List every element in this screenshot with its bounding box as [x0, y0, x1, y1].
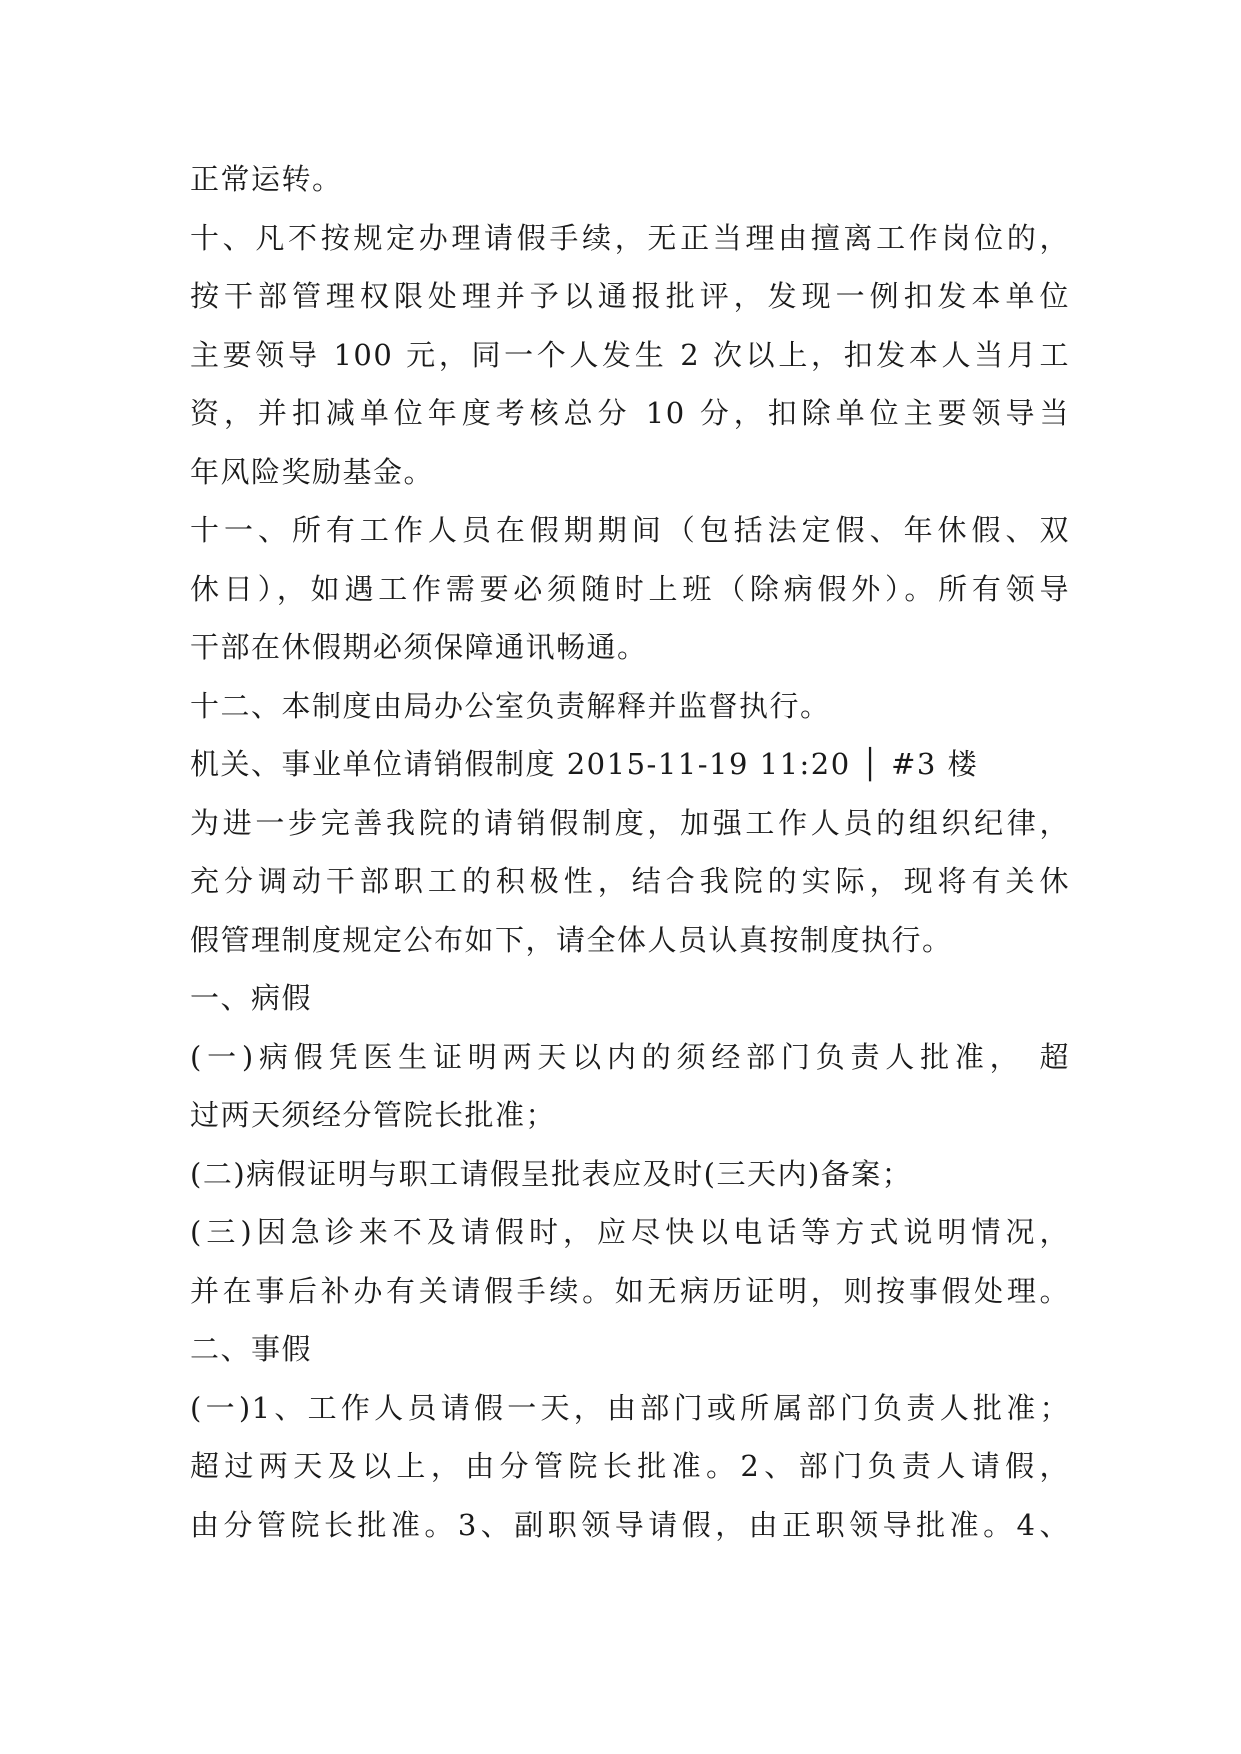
text-line: (一)1、工作人员请假一天，由部门或所属部门负责人批准；	[190, 1390, 1070, 1425]
document-body	[190, 150, 1070, 1554]
text-line: (一)病假凭医生证明两天以内的须经部门负责人批准， 超	[190, 1039, 1070, 1074]
text-line: 按干部管理权限处理并予以通报批评，发现一例扣发本单位	[190, 279, 1070, 313]
text-line: (三)因急诊来不及请假时，应尽快以电话等方式说明情况，	[190, 1215, 1070, 1249]
text-line: 十一、所有工作人员在假期期间（包括法定假、年休假、双	[190, 513, 1070, 547]
text-line: 一、病假	[190, 981, 313, 1015]
text-line: 十、凡不按规定办理请假手续，无正当理由擅离工作岗位的，	[190, 220, 1070, 255]
text-line: 超过两天及以上，由分管院长批准。2、部门负责人请假，	[190, 1449, 1070, 1483]
text-line: 充分调动干部职工的积极性，结合我院的实际，现将有关休	[190, 864, 1070, 898]
text-line: 并在事后补办有关请假手续。如无病历证明，则按事假处理。	[190, 1273, 1070, 1308]
text-line: 过两天须经分管院长批准；	[190, 1098, 557, 1132]
text-line: 十二、本制度由局办公室负责解释并监督执行。	[190, 688, 831, 723]
text-line: (二)病假证明与职工请假呈批表应及时(三天内)备案；	[190, 1156, 913, 1191]
text-line: 假管理制度规定公布如下，请全体人员认真按制度执行。	[190, 922, 953, 957]
text-line: 由分管院长批准。3、副职领导请假，由正职领导批准。4、	[190, 1507, 1070, 1542]
text-line: 主要领导 100 元，同一个人发生 2 次以上，扣发本人当月工	[190, 337, 1070, 372]
text-line: 为进一步完善我院的请销假制度，加强工作人员的组织纪律，	[190, 805, 1070, 840]
text-line: 二、事假	[190, 1332, 313, 1366]
text-line: 资，并扣减单位年度考核总分 10 分，扣除单位主要领导当	[190, 396, 1070, 430]
text-line: 机关、事业单位请销假制度 2015-11-19 11:20 │ #3 楼	[190, 747, 979, 781]
text-line: 干部在休假期必须保障通讯畅通。	[190, 630, 648, 664]
text-line: 休日），如遇工作需要必须随时上班（除病假外）。所有领导	[190, 571, 1070, 606]
text-line: 年风险奖励基金。	[190, 454, 435, 489]
text-line: 正常运转。	[190, 162, 343, 196]
